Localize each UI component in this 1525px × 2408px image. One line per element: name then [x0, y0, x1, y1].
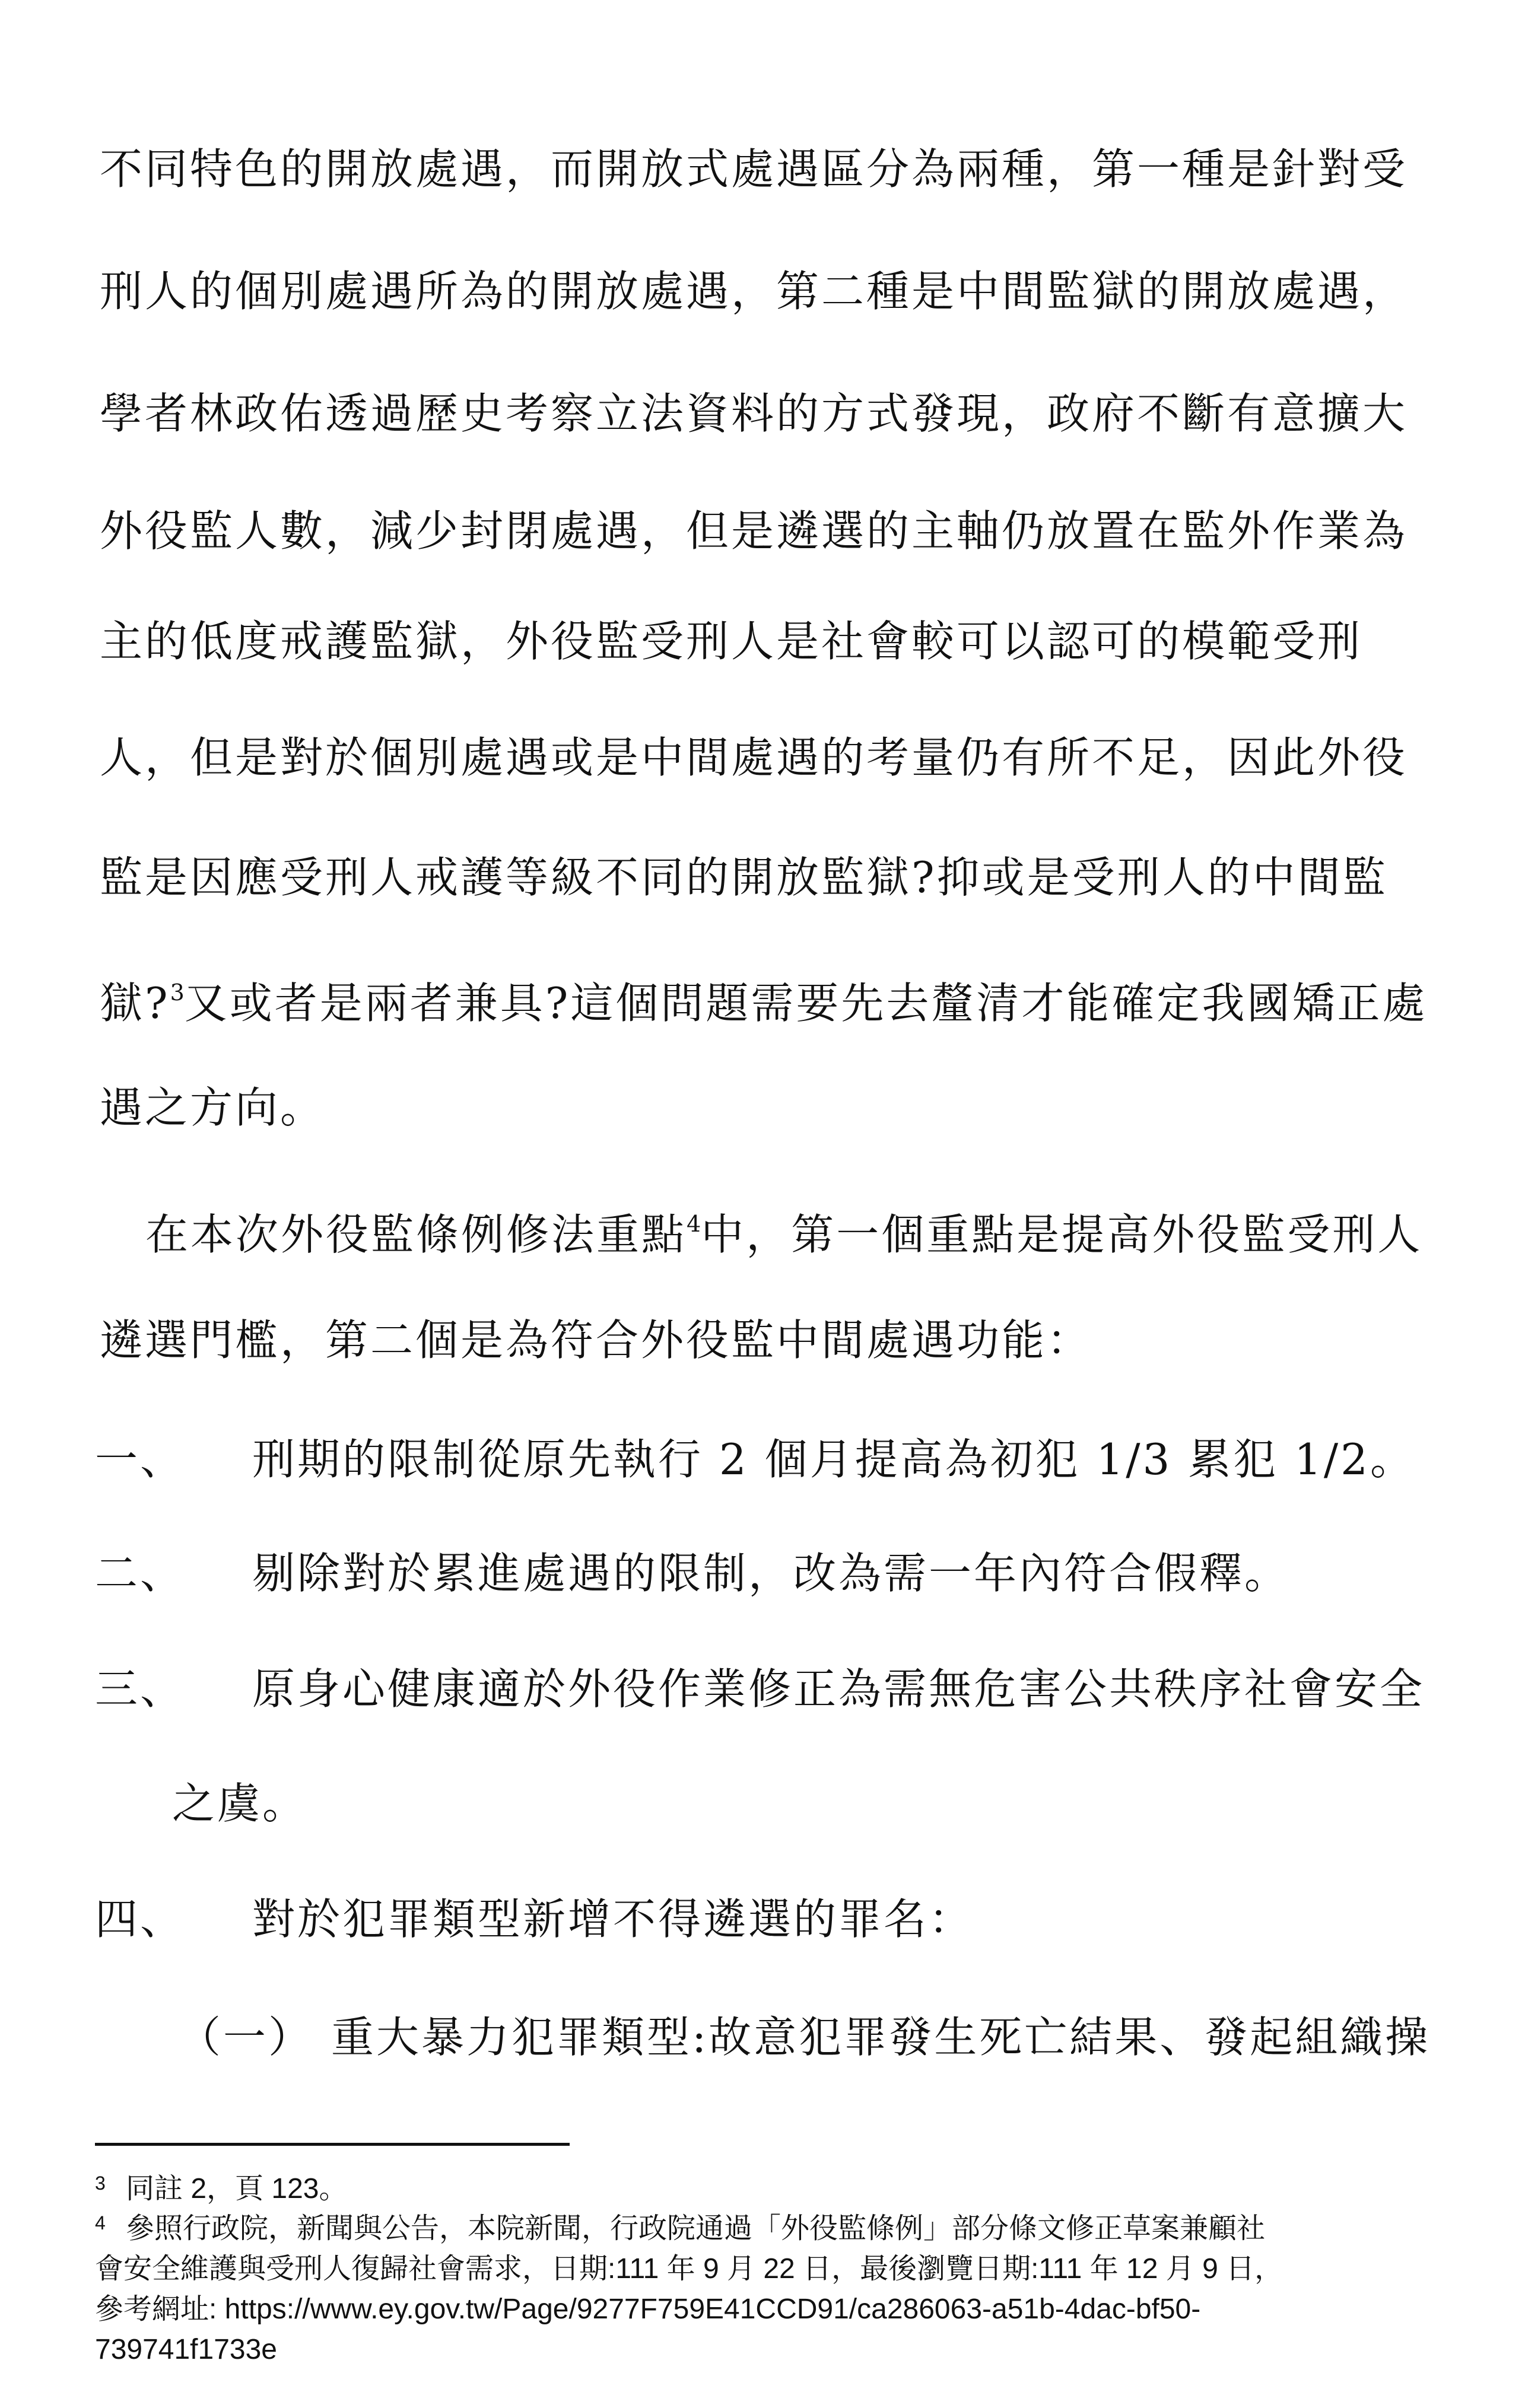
sub-item-number: （一） [178, 2012, 314, 2062]
item-text: 對於犯罪類型新增不得遴選的罪名： [252, 1894, 974, 1944]
line-text: 又或者是兩者兼具?這個問題需要先去釐清才能確定我國矯正處 [184, 978, 1428, 1028]
footnote-ref-3[interactable]: 3 [170, 979, 185, 1006]
item-number: 三、 [95, 1664, 186, 1714]
footnote-4-line: 參照行政院，新聞與公告，本院新聞，行政院通過「外役監條例」部分條文修正草案兼顧社 [126, 2213, 1266, 2244]
paragraph-line: 不同特色的開放處遇，而開放式處遇區分為兩種，第一種是針對受 [100, 144, 1408, 194]
paragraph-line: 遴選門檻，第二個是為符合外役監中間處遇功能： [100, 1315, 1092, 1365]
paragraph-line: 外役監人數，減少封閉處遇，但是遴選的主軸仍放置在監外作業為 [100, 506, 1408, 556]
paragraph-line [145, 1194, 1422, 1264]
footnote-mark: 3 [95, 2172, 106, 2194]
paragraph-line: 遇之方向。 [100, 1083, 326, 1133]
footnote-4-line[interactable]: 739741f1733e [95, 2334, 277, 2365]
footnote-4-line: 會安全維護與受刑人復歸社會需求，日期:111 年 9 月 22 日，最後瀏覽日期:111 年 12 月 9 日， [95, 2253, 1283, 2285]
paragraph-line: 主的低度戒護監獄，外役監受刑人是社會較可以認可的模範受刑 [100, 616, 1363, 666]
item-text: 剔除對於累進處遇的限制，改為需一年內符合假釋。 [252, 1548, 1290, 1598]
paragraph-line: 監是因應受刑人戒護等級不同的開放監獄?抑或是受刑人的中間監 [100, 852, 1388, 902]
item-text: 刑期的限制從原先執行 2 個月提高為初犯 1/3 累犯 1/2。 [252, 1434, 1415, 1484]
item-number: 二、 [95, 1548, 186, 1598]
item-text-continuation: 之虞。 [172, 1779, 308, 1828]
paragraph-line: 人，但是對於個別處遇或是中間處遇的考量仍有所不足，因此外役 [100, 733, 1408, 782]
item-text: 原身心健康適於外役作業修正為需無危害公共秩序社會安全 [252, 1664, 1425, 1714]
paragraph-line: 刑人的個別處遇所為的開放處遇，第二種是中間監獄的開放處遇， [100, 266, 1408, 316]
line-text: 獄? [100, 978, 170, 1028]
paragraph-line: 學者林政佑透過歷史考察立法資料的方式發現，政府不斷有意擴大 [100, 389, 1408, 438]
paragraph-line [100, 963, 1427, 1033]
footnote-mark: 4 [95, 2212, 106, 2234]
footnote-4-line[interactable]: 參考網址: https://www.ey.gov.tw/Page/9277F759E41CCD91/ca286063-a51b-4dac-bf50- [95, 2294, 1201, 2325]
sub-item-text: 重大暴力犯罪類型:故意犯罪發生死亡結果、發起組織操 [331, 2012, 1431, 2062]
footnote-ref-4[interactable]: 4 [687, 1211, 701, 1237]
footnote-separator [95, 2143, 570, 2146]
line-text: 在本次外役監條例修法重點 [145, 1210, 687, 1259]
item-number: 一、 [95, 1434, 186, 1484]
line-text: 中，第一個重點是提高外役監受刑人 [701, 1210, 1423, 1259]
item-number: 四、 [95, 1894, 186, 1944]
footnote-3: 同註 2，頁 123。 [126, 2173, 348, 2205]
